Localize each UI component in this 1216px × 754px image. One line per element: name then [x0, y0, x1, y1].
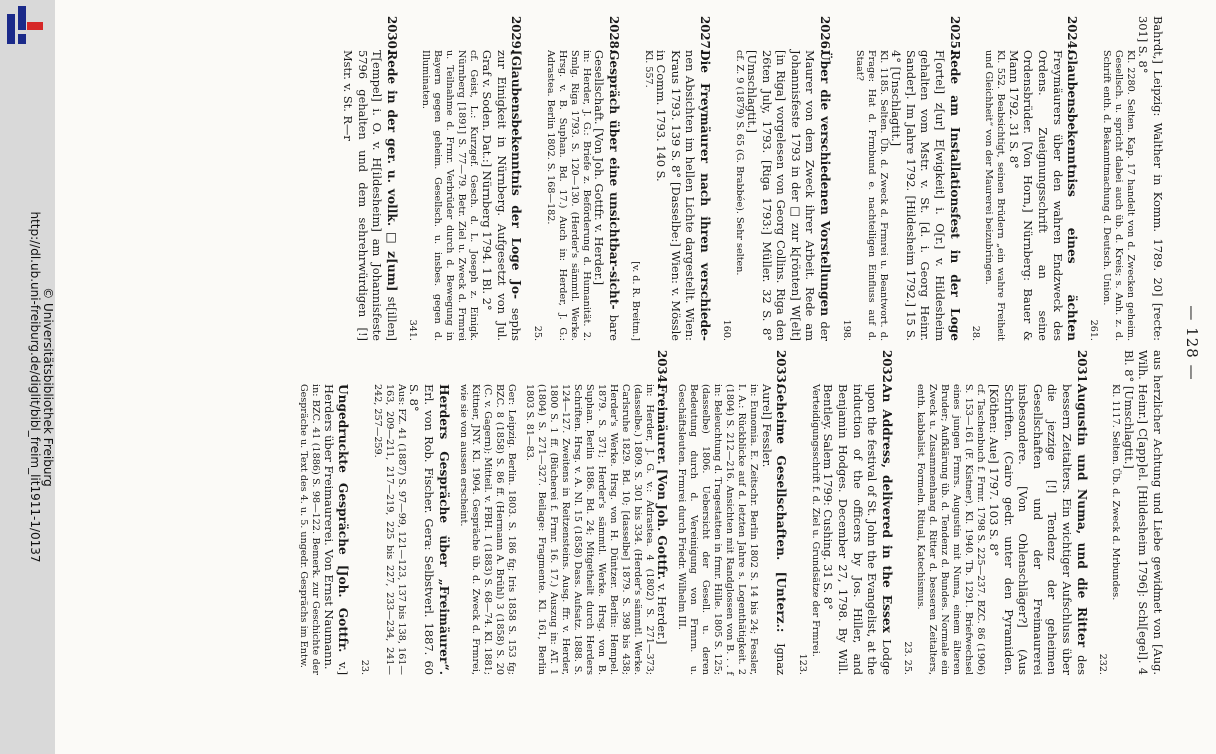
entry-number: 2028. [606, 16, 621, 53]
entry-catalog-number: [v. d. R. Breitm.] [629, 261, 641, 341]
entry-title: Freimäurer. [Von Joh. Gottfr. [655, 384, 670, 581]
entry-note: cf. Z. 9 (1879) S. 65 (G. Brabbée). Sehr selten. [733, 50, 745, 276]
entry-title: Glaubensbekenntniss eines ächten [1065, 50, 1080, 341]
entry-number [297, 350, 350, 384]
entry-text: v.] Herders über Freimaurerei. Von Ernst Naumann. [321, 384, 351, 676]
bibliography-entry [457, 350, 517, 675]
entry-body [968, 50, 1080, 341]
entry-note: Ger: Leipzig. Berlin. 1803. S. 186 fg; Iris 1858 S. 153 fg; BZC. 8 (1858) S. 86 ff. (Hermann A. Brühl) 3 (1858) S. 20 (C. v. Gagern); Mitteil. v. FBH. 1 (1883) S. 68—74. Kl. 1881; Kittner, JNY. Kl. 1904. Gespräche üb. d. Zweck d. Frmrei, wie sie von aussen erscheint. [457, 384, 517, 675]
continued-number: 261. [1087, 319, 1099, 341]
entry-catalog-number: 23. [358, 659, 370, 675]
entry-body [627, 50, 712, 341]
entry-text: F[ortel] z[ur] E[wigkeit] i. O[r.] v. Hildesheim gehalten vom Mstr. v. St. [d. i. Georg Heinr. Sander]. Im Jahre 1792. [Hildesheim 1792.] 15 S. 4° [Unschlagtit.] [889, 50, 948, 341]
entry-title: Rede in der ger. u. vollk. □ z[um] [384, 50, 399, 292]
entry-number: 2032. [879, 350, 894, 387]
entry-number: 2030. [384, 16, 399, 53]
rotated-page-content [125, 8, 1205, 678]
entry-body [675, 384, 788, 675]
entry-body [340, 50, 398, 341]
bibliography-entry [838, 16, 962, 341]
entry-number: 2025. [947, 16, 962, 53]
entry-note: Verteidigungsschrift f. d. Ziel u. Grundsätze der Frmrei. [809, 384, 821, 657]
entry-text: Ignaz Aurel] Fessler. [759, 384, 789, 675]
entry-title: Die Freymäurer nach ihren verschiede- [697, 50, 712, 341]
entry-note: cf. Geist, L.: Kurzgef. Gesch. d. L. Joseph z. Einigk. Nürnberg [1891] S. 77—79. Betr. Ziel u. Zweck d. Frmrei u. Teilnahme d. Frmr. Verbrüder durch d. Bewegung in Bayern gegen geheim. Gesellsch. u. insbes. gegen d. Illuminaten. [420, 50, 480, 341]
entry-body [838, 50, 962, 341]
bibliography-entry [356, 350, 450, 675]
entry-note: Kl. 557. [642, 50, 654, 88]
entry-text: des bessern Zeitalters. Ein wichtiger Aufschluss über die jezzige [!] Tendenz der geheimen Gesellschaften und der Freimaurerei insbesondere. [Von Ohlenschläger?] (Aus Schriften. (Cairo gedr. unter den Pyramiden. [Köthen: Aue] 1797. 103 S. 8° [987, 384, 1089, 675]
entry-catalog-number: 123. [796, 653, 808, 675]
continued-number: 232. [1097, 653, 1109, 675]
entry-body [356, 384, 450, 675]
entry-text: v. Herder.] [655, 583, 670, 645]
bibliography-entry [523, 350, 670, 675]
entry-body [529, 50, 621, 341]
entry-text: bare Gesellschaft. [Von Joh. Gottfr. v. Herder.] [592, 50, 621, 341]
copyright-notice: © Universitätsbibliothek Freiburg [41, 287, 55, 487]
entry-body [718, 50, 832, 341]
entry-text: sephs zur Einigkeit in Nürnberg. Aufgesetzt von Jul. Graf v. Soden. Dat.:] Nürnberg 1794. 1 Bl. 2° [480, 50, 524, 342]
entry-note: Aus: FZ. 41 (1887) S. 97—99, 121—123, 137 bis 138, 161—163, 209—211, 217—219, 225 bis 227, 233—234, 241—242, 257—259. [371, 384, 407, 675]
continued-entry [1085, 16, 1165, 341]
entry-body [794, 384, 894, 675]
continued-note: Kl. 2280. Selten. Kap. 17 handelt von d. Zwecken geheim. Gesellsch. u. spricht dabei auch üb. d. Kreis; s. Anh. z. d. Schrift enth. d. Bekanntmachung d. Deutsch. Union. [1100, 50, 1136, 341]
entry-catalog-number: 25. [531, 325, 543, 341]
entry-catalog-number: 23. 25. [902, 641, 914, 675]
source-url[interactable]: http://dl.ub.uni-freiburg.de/diglit/bibl_freim_lit1911-1/0137 [28, 211, 42, 563]
entry-text: der Maurer von dem Zweck ihrer Arbeit. Rede am Johannisfeste 1793 in der □ zur k[rönten] W[elt] [in Riga] vorgelesen von Georg Collins. Riga den 26ten July, 1793. [Riga 1793:] Müller. 32 S. 8° [Umschlagtit.] [745, 50, 833, 341]
bibliography-entry [405, 16, 523, 341]
entry-number: 2034. [655, 350, 670, 387]
bibliography-entry [297, 350, 350, 675]
bibliography-entry [718, 16, 832, 341]
entry-title: Herders Gespräche über „Freimäurer“. [436, 384, 451, 675]
entry-title: Augustin und Numa, und die Ritter [1074, 384, 1089, 648]
entry-note: in: Eunomia. E. Zeitschr. Berlin 1802 S. 14 bis 24; Fessler, I. A.: Rückblicke auf d. letzten Jahre s. Logenthätigkeit. 2 (1804) S. 212—216. Ansichten mit Randglossen von B. . . f in: Beleuchtung d. Tragestatten in frmr. Hille. 1805 S. 125; (dasselbe) 1806. Uebersicht der Gesell. u. deren Bedeutung durch d. Vereinigung von Frmrn. u. Geschäftsleuten. Frmrei durch Friedr. Wilhelm III. [676, 384, 760, 675]
entry-body [405, 50, 523, 341]
entry-text: nen Absichten im hellen Lichte dargestellt. Wien: Kraus 1793. 139 S. 8° [Dasselbe:] Wien: v. Mössle in Comm. 1793. 140 S. [654, 50, 698, 341]
left-entries [340, 16, 1079, 341]
scanned-page [55, 0, 1216, 754]
bibliography-entry [900, 350, 1089, 675]
entry-title: Über die verschiedenen Vorstellungen [818, 50, 833, 317]
right-entries [297, 350, 1089, 675]
bibliography-entry [529, 16, 621, 341]
entry-number: 2031. [1074, 350, 1089, 387]
entry-catalog-number: 160. [720, 319, 732, 341]
right-column [291, 350, 1165, 675]
entry-catalog-number: 341. [407, 319, 419, 341]
entry-body [457, 384, 517, 675]
entry-number: 2026. [818, 16, 833, 53]
entry-text: Erl. von Rob. Fischer. Gera: Selbstverl. 1887. 60 S. 8° [407, 384, 436, 675]
entry-catalog-number: 198. [840, 319, 852, 341]
entry-title: [Glaubensbekenntnis der Loge Jo- [509, 50, 524, 300]
entry-note: Kl. 1185. Selten. Üb. d. Zweck d. Frmrei u. Beantwort. d. Frage: Hat d. Frmbund e. nachteiligen Einfluss auf d. Staat? [853, 50, 889, 341]
entry-title: Rede am Installationsfest in der Loge [947, 50, 962, 341]
entry-number: 2029. [509, 16, 524, 53]
entry-title: Ungedruckte Gespräche [Joh. Gottfr. [336, 384, 351, 653]
entry-number: 2024. [1065, 16, 1080, 53]
entry-number [356, 350, 450, 384]
bibliography-entry [340, 16, 398, 341]
viewer-sidebar [0, 0, 55, 754]
entry-note: in: BZC. 41 (1886) S. 98—122. Bemerk. zur Geschichte der Gespräche u. Text des 4. u. 5. ungedr. Gesprächs im Entw. [297, 384, 321, 675]
entry-note: in: Herder, J. G. v.: Adrastea. 4 (1802) S. 271—373; (dasselbe.) 1809. S. 301 bis 334. (Herder's sämmtl. Werke. Carlsruhe 1829. Bd. 10; [dasselbe] 1879. S. 398 bis 438; Herder's Werke. Hrsg. von H. Düntzer. Berlin: Hempel. 1879. S. 371; Herder's sämmtl. Werke. Hrsg. von B. Suphan. Berlin 1886. Bd. 24; Mitgetheilt durch Herders Schriften. Hrsg. v. A. Nl. 15 (1858) Dass. Aufsatz. 1888. S. 124—127. Zweitens in Reitzensteins. Ausg. ffr. v. Herder, 1800 S. 1 ff. (Bücherei f. Frmr. 16. 17.) Auszug in: AT. 1 (1804) S. 271—327. Beilage: Fragmente. Kl. 161, Berlin 1803 S. 81—83. [523, 384, 655, 675]
entry-body [297, 384, 350, 675]
continued-text: aus herzlicher Achtung und Liebe gewidmet von [Aug. Wilh. Heinr.] C[app]el. [Hildesheim 1796]: Schl[egel]. 4 Bl. 8° [Umschlagtit.] [1121, 350, 1165, 675]
left-column [334, 16, 1165, 341]
continued-note: Kl. 1117. Selten. Üb. d. Zweck d. Mrbundes. [1110, 384, 1122, 601]
entry-title: Geheime Gesellschaften. [Unterz.: [774, 384, 789, 633]
entry-text: Lodge upon the festival of St. John the Evangelist, at the induction of the officers by Jos. Hiller, and Benjamin Hodges. December 27, 1798. By Will. Bentley. Salem 1799: Cushing. 31 S. 8° [821, 384, 894, 675]
bibliography-entry [968, 16, 1080, 341]
entry-number [457, 350, 517, 384]
entry-title: Gespräch über eine unsichtbar-sicht- [606, 50, 621, 310]
bibliography-entry [627, 16, 712, 341]
entry-note: Kl. 552. Beabsichtigt, seinen Brüdern „ein wahre Freiheit und Gleichheit“ von der Maurerei beizubringen. [983, 50, 1007, 341]
entry-number: 2033. [774, 350, 789, 387]
entry-body [900, 384, 1089, 675]
continued-text: Bahrdt,] Leipzig: Walther in Komm. 1789. 20] [recte: 301] S. 8° [1136, 16, 1165, 341]
entry-text: Freymäurers über den wahren Endzweck des Ordens. Zueignungsschrift an seine Ordensbrüder. [Von Horn,] Nürnberg: Bauer & Mann 1792. 31 S. 8° [1006, 50, 1065, 341]
university-logo-icon [5, 4, 45, 46]
bibliography-entry [675, 350, 788, 675]
entry-title: An Address, delivered in the Essex [879, 384, 894, 633]
bibliography-entry [794, 350, 894, 675]
page-number: — 128 — [1183, 305, 1201, 381]
continued-entry [1095, 350, 1165, 675]
entry-number: 2027. [697, 16, 712, 53]
entry-text: st[illen] T[empel] i. O. v. H[ildesheim] am Johannisfeste 5796 gehalten und dem sehrehrwürdigen [!] Mstr. v. St. R—r [341, 50, 399, 341]
entry-note: in: Herder, J. G.: Briefe z. Beförderung d. Humanität. 2. Smlg. Riga 1793. S. 120—130. (Herder's sämmtl. Werke. Hrsg. v. B. Suphan. Bd. 17.) Auch in: Herder, J. G.: Adrastea. Berlin 1802. S. 168—182. [544, 50, 592, 341]
entry-body [523, 384, 670, 675]
entry-note: cf. Taschenbuch f. Frmr. 1798 S. 225—237. BZC. 86 (1906) S. 153—161 (F. Kistner). Kl. 1940. Tb. 1291. Briefwechsel eines jungen Frmrs. Augustin mit Numa, einem älteren Bruder; Aufklärung üb. d. Tendenz d. Bundes. Normale ein Zweck u. Zusammenhang d. Ritter d. besseren Zeitalters, enth. kabbalist. Formeln. Ritual, Katechismus. [915, 384, 987, 675]
entry-catalog-number: 28. [970, 325, 982, 341]
